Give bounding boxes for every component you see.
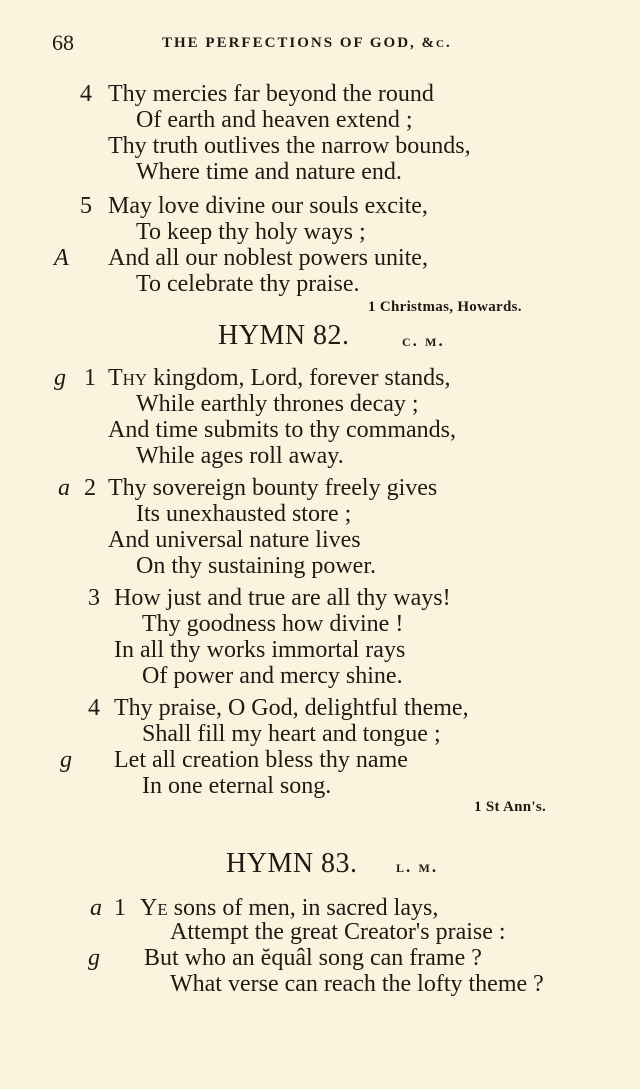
verse-line: Of power and mercy shine. [142,663,403,689]
stanza-number: 2 [84,475,96,501]
stanza-number: 3 [88,585,100,611]
verse-line: Attempt the great Creator's praise : [170,919,506,945]
dynamic-mark: g [54,365,66,391]
verse-line [140,896,438,920]
verse-line: Where time and nature end. [136,159,402,185]
verse-line: And time submits to thy commands, [108,417,456,443]
hymn-meter: c. m. [402,331,445,350]
dynamic-mark: A [54,245,69,271]
dynamic-mark: g [60,747,72,773]
verse-line: Its unexhausted store ; [136,501,352,527]
stanza-number: 4 [80,81,92,107]
verse-line: In all thy works immortal rays [114,637,406,663]
verse-line-rest: kingdom, Lord, forever stands, [147,365,451,391]
dynamic-mark: a [58,475,70,501]
dynamic-mark: g [88,945,100,971]
hymn-meter: l. m. [396,857,439,876]
verse-line: And universal nature lives [108,527,361,553]
verse-line: To celebrate thy praise. [136,271,360,297]
verse-line: Thy sovereign bounty freely gives [108,475,438,501]
page-number: 68 [52,30,74,55]
verse-line-rest: sons of men, in sacred lays, [167,895,439,921]
dynamic-mark: a [90,895,102,921]
verse-line: But who an ĕquâl song can frame ? [144,945,482,971]
verse-line: Of earth and heaven extend ; [136,107,413,133]
verse-line: And all our noblest powers unite, [108,245,428,271]
running-title: THE PERFECTIONS OF GOD, &c. [162,35,452,51]
verse-line: In one eternal song. [142,773,332,799]
verse-line: How just and true are all thy ways! [114,585,451,611]
verse-line: Thy mercies far beyond the round [108,81,434,107]
verse-line: Thy goodness how divine ! [142,611,404,637]
first-word: Ye [140,895,168,921]
stanza-number: 5 [80,193,92,219]
verse-line [108,366,451,390]
verse-line: May love divine our souls excite, [108,193,428,219]
verse-line: What verse can reach the lofty theme ? [170,971,544,997]
tune-reference: 1 St Ann's. [474,799,547,815]
tune-reference: 1 Christmas, Howards. [368,299,522,315]
hymn-title: HYMN 82. [218,320,350,351]
hymn-title: HYMN 83. [226,848,358,879]
verse-line: Thy truth outlives the narrow bounds, [108,133,471,159]
verse-line: Shall fill my heart and tongue ; [142,721,441,747]
first-word: Thy [108,365,148,391]
verse-line: Let all creation bless thy name [114,747,408,773]
verse-line: While ages roll away. [136,443,344,469]
verse-line: Thy praise, O God, delightful theme, [114,695,469,721]
stanza-number: 4 [88,695,100,721]
stanza-number: 1 [84,365,96,391]
verse-line: On thy sustaining power. [136,553,376,579]
verse-line: While earthly thrones decay ; [136,391,419,417]
verse-line: To keep thy holy ways ; [136,219,366,245]
stanza-number: 1 [114,895,126,921]
